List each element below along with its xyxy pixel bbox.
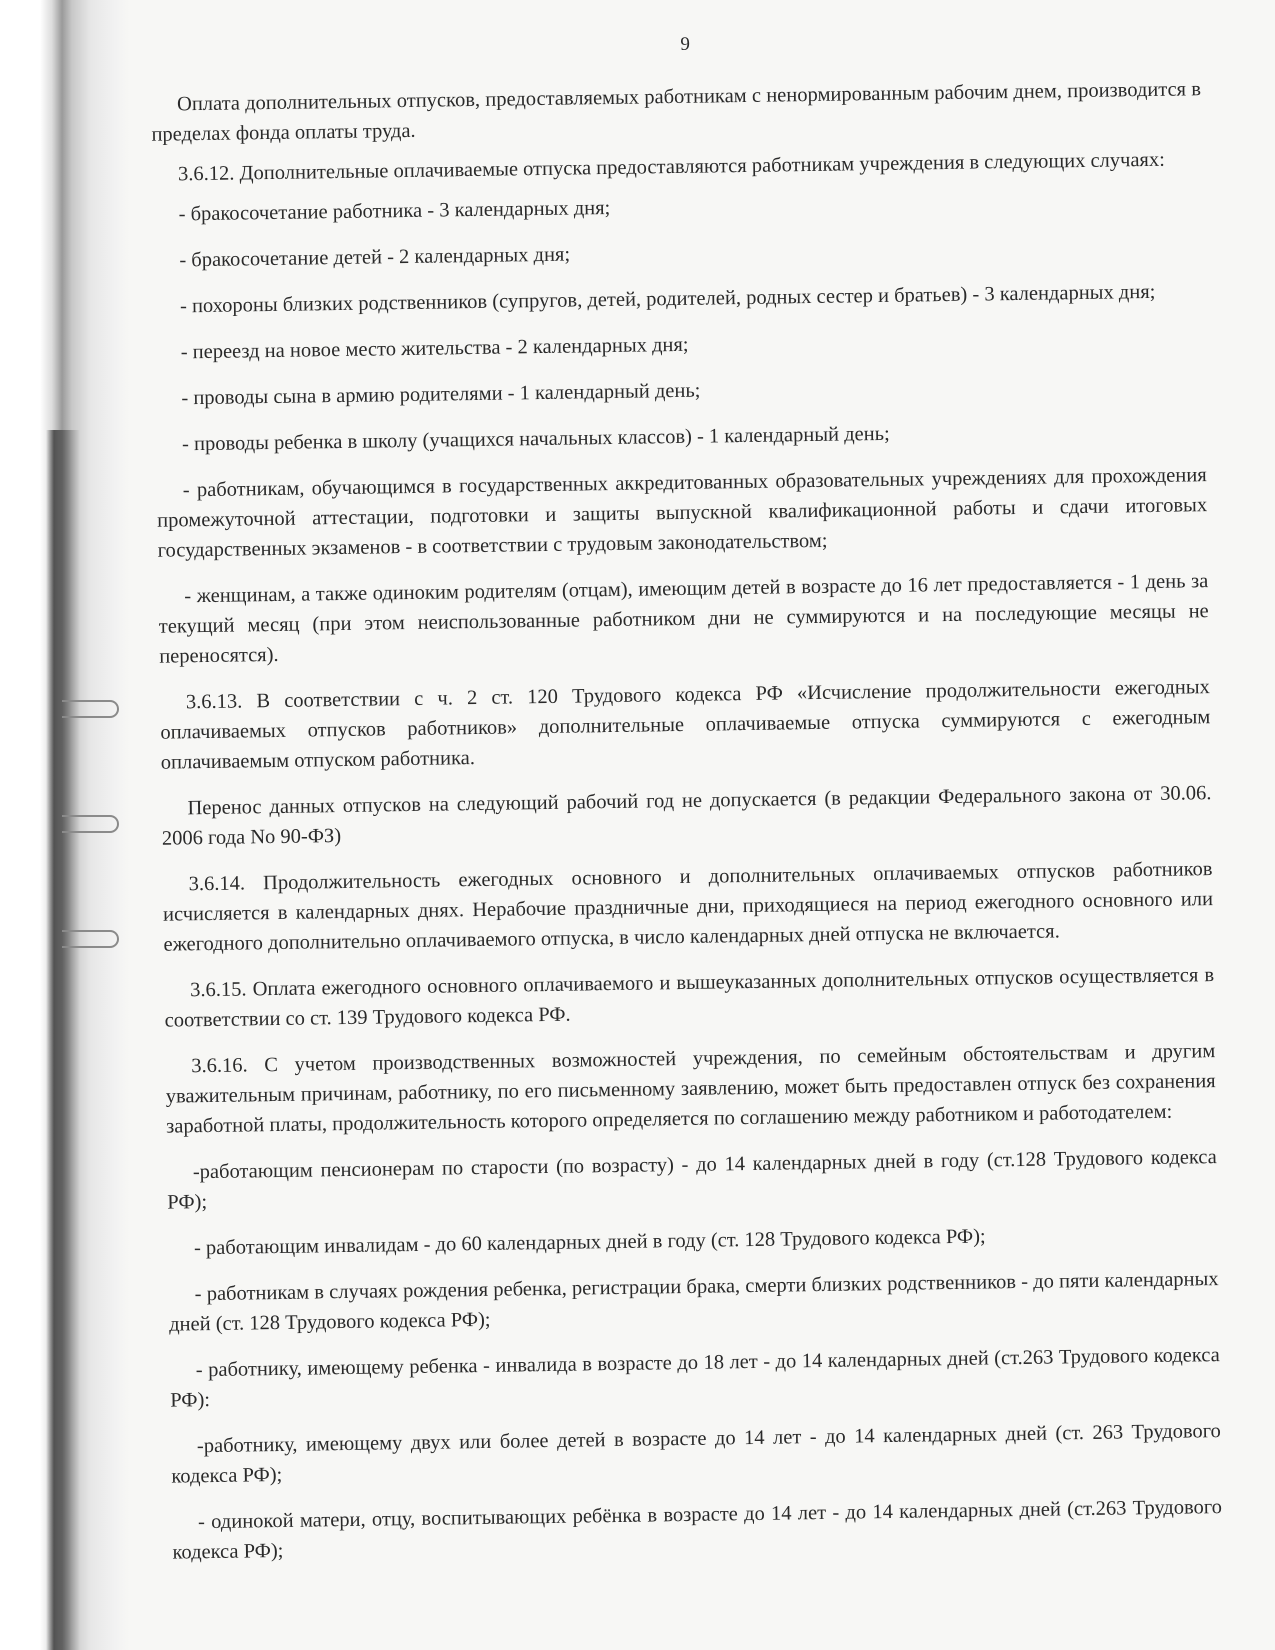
binding-stitch <box>62 930 119 948</box>
document-body <box>150 22 1223 1583</box>
paragraph-3-6-14: 3.6.14. Продолжительность ежегодных основного и дополнительных оплачиваемых отпусков работников исчисляется в календарных днях. Нерабочие праздничные дни, приходящиеся на период ежегодного основного или ежегодного дополнительно оплачиваемого отпуска, в число календарных дней отпуска не включается. <box>162 858 1214 956</box>
binding-stitch <box>62 815 119 833</box>
list-item: - похороны близких родственников (супругов, детей, родителей, родных сестер и братьев) - 3 календарных дня; <box>179 280 1156 318</box>
list-item: - бракосочетание работника - 3 календарных дня; <box>178 196 611 226</box>
list-item: - работникам в случаях рождения ребенка, регистрации брака, смерти близких родственников - до пяти календарных дней (ст. 128 Трудового кодекса РФ); <box>168 1268 1219 1336</box>
list-item: - работающим инвалидам - до 60 календарных дней в году (ст. 128 Трудового кодекса РФ); <box>193 1225 986 1260</box>
list-item: - переезд на новое место жительства - 2 календарных дня; <box>180 333 689 364</box>
binding-stitch <box>62 700 119 718</box>
list-item: - женщинам, а также одиноким родителям (отцам), имеющим детей в возрасте до 16 лет предоставляется - 1 день за текущий месяц (при этом неиспользованные работником дни не суммируются и на последующие месяцы не переносятся). <box>158 570 1209 668</box>
list-item: - одинокой матери, отцу, воспитывающих ребёнка в возрасте до 14 лет - до 14 календарных дней (ст.263 Трудового кодекса РФ); <box>172 1496 1223 1564</box>
paragraph-3-6-12: 3.6.12. Дополнительные оплачиваемые отпуска предоставляются работникам учреждения в следующих случаях: <box>177 148 1166 186</box>
paragraph-extra-leave-payment: Оплата дополнительных отпусков, предоставляемых работникам с ненормированным рабочим днем, производится в пределах фонда оплаты труда. <box>151 78 1202 146</box>
binding-edge <box>46 430 80 1650</box>
list-item: - бракосочетание детей - 2 календарных дня; <box>179 243 571 272</box>
page-number: 9 <box>680 33 691 55</box>
list-item: - работникам, обучающимся в государственных аккредитованных образовательных учреждениях для прохождения промежуточной аттестации, подготовки и защиты выпускной квалификационной работы и сдачи итоговых государственных экзаменов - в соответствии с трудовым законодательством; <box>157 464 1208 562</box>
paragraph-3-6-16: 3.6.16. С учетом производственных возможностей учреждения, по семейным обстоятельствам и другим уважительным причинам, работнику, по его письменному заявлению, может быть предоставлен отпуск без сохранения заработной платы, продолжительность которого определяется по соглашению между работником и работодателем: <box>165 1040 1216 1138</box>
paragraph-3-6-15: 3.6.15. Оплата ежегодного основного оплачиваемого и вышеуказанных дополнительных отпусков осуществляется в соответствии со ст. 139 Трудового кодекса РФ. <box>164 964 1215 1032</box>
list-item: - работнику, имеющему ребенка - инвалида в возрасте до 18 лет - до 14 календарных дней (ст.263 Трудового кодекса РФ): <box>170 1344 1220 1412</box>
list-item: -работающим пенсионерам по старости (по возрасту) - до 14 календарных дней в году (ст.128 Трудового кодекса РФ); <box>167 1146 1217 1214</box>
paragraph-transfer: Перенос данных отпусков на следующий рабочий год не допускается (в редакции Федерального закона от 30.06. 2006 года No 90-ФЗ) <box>161 782 1212 850</box>
list-item: -работнику, имеющему двух или более детей в возрасте до 14 лет - до 14 календарных дней (ст. 263 Трудового кодекса РФ); <box>171 1420 1222 1488</box>
paragraph-3-6-13: 3.6.13. В соответствии с ч. 2 ст. 120 Трудового кодекса РФ «Исчисление продолжительности ежегодных оплачиваемых отпусков работников» дополнительные оплачиваемые отпуска суммируются с ежегодным оплачиваемым отпуском работника. <box>160 676 1211 774</box>
list-item: - проводы ребенка в школу (учащихся начальных классов) - 1 календарный день; <box>181 422 890 456</box>
list-item: - проводы сына в армию родителями - 1 календарный день; <box>181 379 701 410</box>
